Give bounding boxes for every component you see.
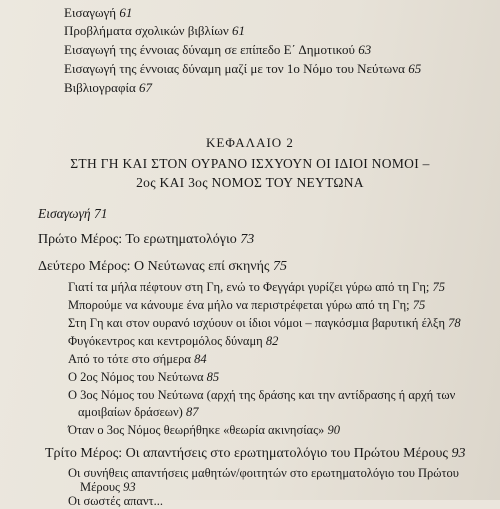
toc-sub-entry [68, 352, 207, 367]
toc-entry-title: Μπορούμε να κάνουμε ένα μήλο να περιστρέφεται γύρω από τη Γη; [68, 298, 410, 312]
toc-sub-entry [68, 370, 219, 385]
toc-entry-title: Φυγόκεντρος και κεντρομόλος δύναμη [68, 334, 263, 348]
toc-entry-title: Ο 3ος Νόμος του Νεύτωνα (αρχή της δράσης και την αντίδρασης ή αρχή των [68, 388, 456, 402]
toc-entry-title: Όταν ο 3ος Νόμος θεωρήθηκε «θεωρία ακινησίας» [68, 423, 325, 437]
toc-entry-page: 90 [327, 423, 340, 437]
chapter-title-line1: ΣΤΗ ΓΗ ΚΑΙ ΣΤΟΝ ΟΥΡΑΝΟ ΙΣΧΥΟΥΝ ΟΙ ΙΔΙΟΙ ΝΟΜΟΙ – [70, 156, 430, 171]
toc-entry-title: Βιβλιογραφία [64, 80, 136, 95]
toc-entry [64, 61, 421, 76]
toc-entry [64, 80, 152, 95]
toc-sub-entry [68, 298, 425, 313]
toc-entry-page: 67 [139, 80, 153, 95]
chapter-title-line2: 2ος ΚΑΙ 3ος ΝΟΜΟΣ ΤΟΥ ΝΕΥΤΩΝΑ [136, 175, 364, 190]
toc-entry-page: 71 [93, 206, 108, 221]
toc-entry-title: Γιατί τα μήλα πέφτουν στη Γη, ενώ το Φεγγάρι γυρίζει γύρω από τη Γη; [68, 280, 430, 294]
toc-entry [64, 42, 371, 57]
toc-part-page: 75 [272, 259, 287, 274]
toc-sub-entry [68, 280, 445, 295]
toc-entry-page: 82 [265, 334, 279, 348]
toc-entry-page: 85 [206, 370, 220, 384]
toc-entry [64, 5, 132, 20]
toc-sub-entry [68, 423, 340, 438]
toc-part-title: Πρώτο Μέρος: Το ερωτηματολόγιο [38, 232, 237, 247]
toc-entry-title: Οι συνήθεις απαντήσεις μαθητών/φοιτητών στο ερωτηματολόγιο του Πρώτου [68, 466, 459, 480]
toc-entry-title: Προβλήματα σχολικών βιβλίων [64, 23, 229, 38]
toc-entry-page: 61 [119, 5, 133, 20]
toc-entry-title: Εισαγωγή [64, 5, 117, 20]
chapter-number: ΚΕΦΑΛΑΙΟ 2 [206, 135, 294, 150]
toc-entry-page: 65 [408, 61, 422, 76]
toc-entry-title: Εισαγωγή [38, 206, 91, 221]
toc-entry-title: Εισαγωγή της έννοιας δύναμη σε επίπεδο Ε΄ Δημοτικού [64, 42, 355, 57]
toc-entry-page: 63 [358, 42, 372, 57]
toc-sub-entry [68, 334, 278, 349]
toc-part-page: 73 [240, 232, 255, 247]
toc-sub-entry [68, 316, 461, 331]
toc-part-page: 93 [451, 446, 466, 461]
toc-entry-title: Στη Γη και στον ουρανό ισχύουν οι ίδιοι νόμοι – παγκόσμια βαρυτική έλξη [68, 316, 445, 330]
toc-entry-page: 93 [123, 480, 136, 494]
toc-part-1 [38, 232, 254, 247]
toc-entry-page: 61 [232, 23, 246, 38]
toc-entry-title: Από το τότε στο σήμερα [68, 352, 191, 366]
toc-entry-title: Εισαγωγή της έννοιας δύναμη μαζί με τον 1ο Νόμο του Νεύτωνα [64, 61, 405, 76]
toc-entry-title: Ο 2ος Νόμος του Νεύτωνα [68, 370, 204, 384]
toc-part-title: Δεύτερο Μέρος: Ο Νεύτωνας επί σκηνής [38, 259, 270, 274]
toc-part-title: Τρίτο Μέρος: Οι απαντήσεις στο ερωτηματολόγιο του Πρώτου Μέρους [45, 446, 448, 461]
toc-sub-entry-continued [78, 405, 198, 420]
toc-entry-page: 75 [432, 280, 446, 294]
toc-entry-page: 78 [448, 316, 461, 330]
toc-entry [64, 23, 245, 38]
toc-sub-entry-continued [80, 480, 136, 495]
toc-entry-title: Οι σωστές απαντ... [68, 494, 164, 508]
toc-entry-page: 84 [194, 352, 207, 366]
toc-entry-page: 75 [412, 298, 426, 312]
toc-sub-entry [68, 494, 163, 509]
toc-sub-entry [68, 388, 455, 403]
toc-part-2 [38, 259, 287, 274]
toc-sub-entry [68, 466, 459, 481]
toc-entry-page: 87 [185, 405, 199, 419]
toc-entry-title: αμοιβαίων δράσεων) [78, 405, 183, 419]
toc-entry-title: Μέρους [80, 480, 120, 494]
toc-part-3 [45, 446, 465, 461]
toc-intro [38, 206, 107, 221]
